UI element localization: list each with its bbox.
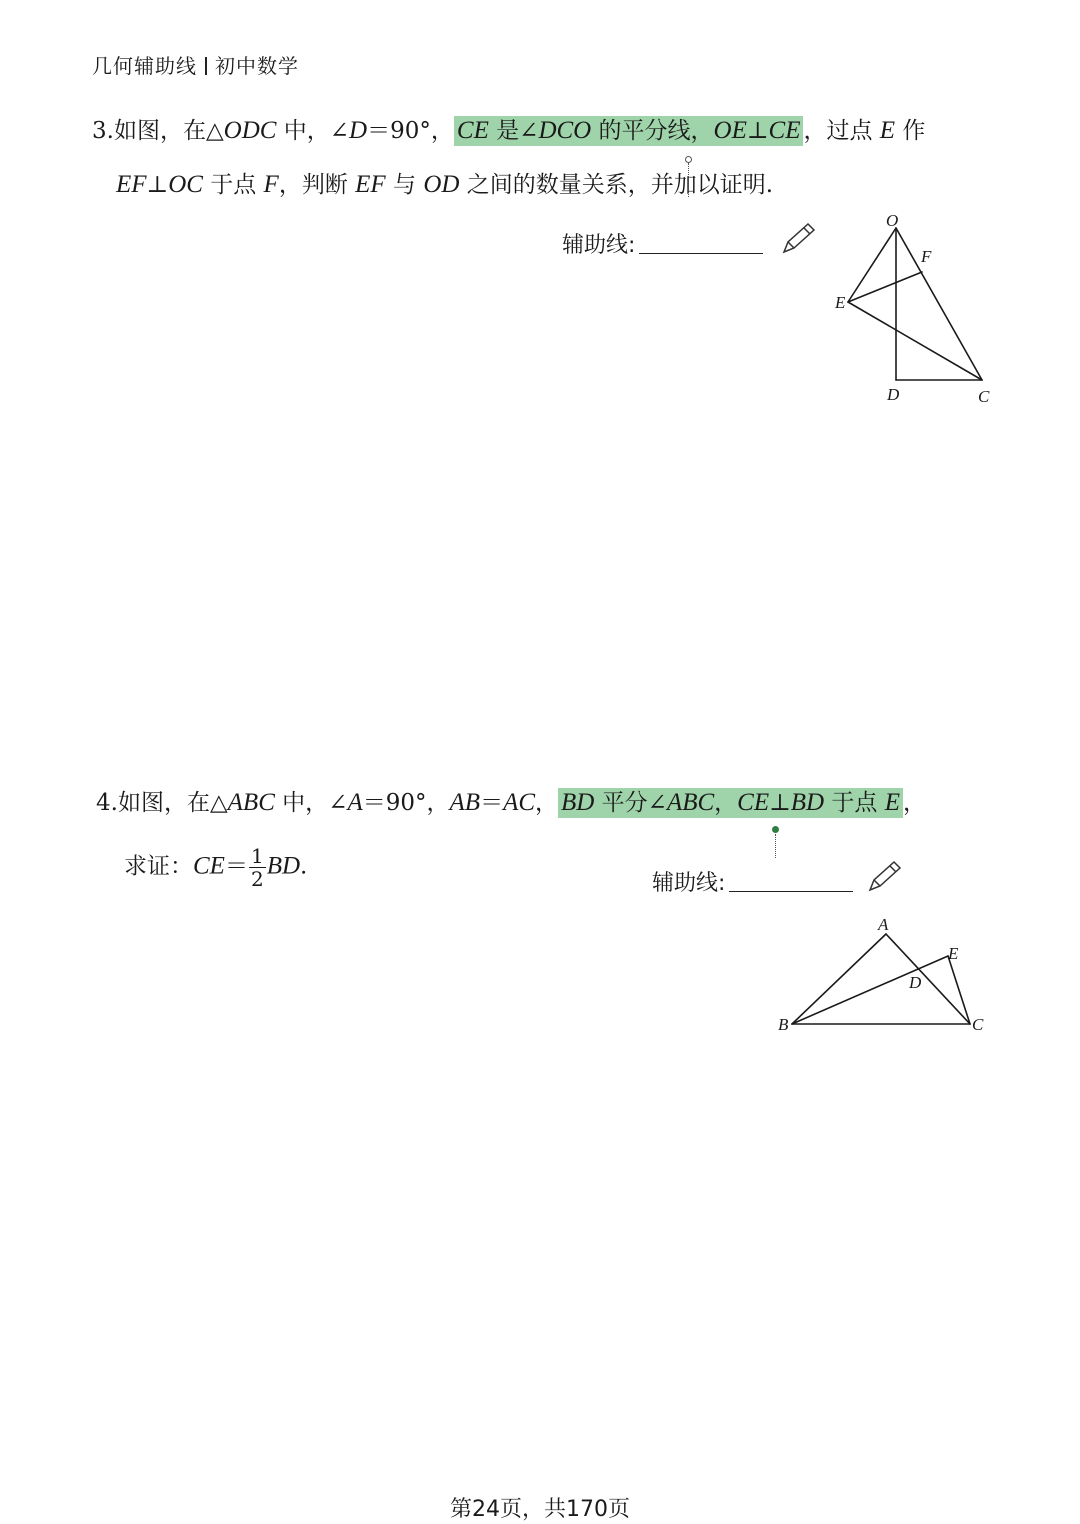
text: 中， xyxy=(274,790,329,816)
label-B: B xyxy=(778,1015,789,1034)
text: ＝90°， xyxy=(362,790,450,816)
math: EF xyxy=(355,171,386,198)
perpendicular-symbol: ⊥ xyxy=(769,790,791,816)
label-O: O xyxy=(886,211,899,230)
text: 于点 xyxy=(824,790,885,816)
pencil-icon xyxy=(780,220,820,256)
annotation-marker xyxy=(772,826,779,833)
text: 与 xyxy=(385,172,424,198)
segment-BE xyxy=(792,956,948,1024)
problem-4-aux-line xyxy=(652,866,853,897)
segment-EF xyxy=(848,272,922,302)
text: ， xyxy=(535,790,559,816)
math: D xyxy=(349,117,368,144)
math: OC xyxy=(168,171,203,198)
highlighted-condition xyxy=(558,788,903,818)
math: AC xyxy=(503,789,536,816)
book-title: 几何辅助线 xyxy=(92,54,197,78)
aux-line-blank[interactable] xyxy=(639,233,763,254)
page-footer: 第24页，共170页 xyxy=(450,1497,630,1522)
label-E: E xyxy=(835,293,846,312)
math: CE xyxy=(456,117,489,144)
aux-line-label: 辅助线: xyxy=(652,871,726,896)
text: 作 xyxy=(895,118,926,144)
text: ＝ xyxy=(480,790,504,816)
angle-symbol: ∠ xyxy=(328,790,348,816)
fraction-denominator: 2 xyxy=(250,867,264,891)
segment-OE xyxy=(848,228,896,302)
math: CE xyxy=(737,789,770,816)
text: ，过点 xyxy=(803,118,880,144)
label-F: F xyxy=(921,247,932,266)
math: OD xyxy=(423,171,460,198)
annotation-leader-line xyxy=(775,834,776,858)
annotation-marker xyxy=(685,156,692,163)
math: BD xyxy=(266,852,301,880)
triangle-symbol: △ xyxy=(205,118,224,144)
problem-4-line-1 xyxy=(96,790,926,815)
label-C: C xyxy=(978,387,990,406)
segment-EC xyxy=(848,302,982,380)
text: 平分 xyxy=(594,790,648,816)
problem-3-line-1 xyxy=(92,118,925,143)
text: 如图，在 xyxy=(117,790,210,816)
label-E: E xyxy=(948,944,959,963)
annotation-leader-line xyxy=(688,163,689,197)
pencil-icon xyxy=(866,858,906,894)
triangle-symbol: △ xyxy=(209,790,228,816)
text: 中， xyxy=(276,118,330,144)
segment-EC xyxy=(948,956,970,1024)
angle-symbol: ∠ xyxy=(647,790,667,816)
text: . xyxy=(300,853,308,880)
math: ABC xyxy=(666,789,715,816)
angle-symbol: ∠ xyxy=(519,118,539,144)
figure-problem-3 xyxy=(826,206,996,410)
math: ODC xyxy=(223,117,277,144)
math: BD xyxy=(561,789,595,816)
header-divider xyxy=(205,57,207,75)
label-A: A xyxy=(878,915,889,934)
math: OE xyxy=(713,117,747,144)
math: CE xyxy=(193,852,225,880)
fraction-one-half xyxy=(249,846,266,889)
perpendicular-symbol: ⊥ xyxy=(746,118,769,144)
math: ABC xyxy=(227,789,275,816)
math: DCO xyxy=(538,117,592,144)
math: A xyxy=(347,789,363,816)
figure-problem-4 xyxy=(772,906,1002,1046)
running-header xyxy=(92,50,299,79)
aux-line-label: 辅助线: xyxy=(562,233,636,258)
label-C: C xyxy=(972,1015,984,1034)
math: BD xyxy=(790,789,825,816)
aux-line-blank[interactable] xyxy=(729,871,853,892)
angle-symbol: ∠ xyxy=(329,118,350,144)
text: 之间的数量关系，并加以证明. xyxy=(459,172,774,198)
text: 的平分线， xyxy=(591,118,714,144)
fraction-numerator: 1 xyxy=(250,844,264,868)
text: 如图，在 xyxy=(113,118,206,144)
math: E xyxy=(879,117,896,144)
text: ＝90°， xyxy=(367,118,454,144)
problem-3-line-2 xyxy=(116,172,773,197)
text: ， xyxy=(903,790,926,816)
problem-number: 3. xyxy=(92,118,114,144)
text: ＝ xyxy=(224,853,248,880)
problem-4-line-2 xyxy=(124,846,307,889)
math: EF xyxy=(116,171,147,198)
subject-title: 初中数学 xyxy=(215,54,299,78)
highlighted-condition xyxy=(454,116,804,146)
text: ， xyxy=(714,790,738,816)
text: 求证： xyxy=(124,853,193,880)
segment-AB xyxy=(792,934,886,1024)
text: 是 xyxy=(488,118,520,144)
math: CE xyxy=(768,117,801,144)
perpendicular-symbol: ⊥ xyxy=(146,172,169,198)
problem-number: 4. xyxy=(96,790,118,816)
problem-3-aux-line xyxy=(562,228,763,259)
math: F xyxy=(263,171,279,198)
segment-OC xyxy=(896,228,982,380)
text: ，判断 xyxy=(278,172,356,198)
math: AB xyxy=(449,789,481,816)
label-D: D xyxy=(909,973,922,992)
label-D: D xyxy=(887,385,900,404)
math: E xyxy=(884,789,900,816)
text: 于点 xyxy=(202,172,264,198)
